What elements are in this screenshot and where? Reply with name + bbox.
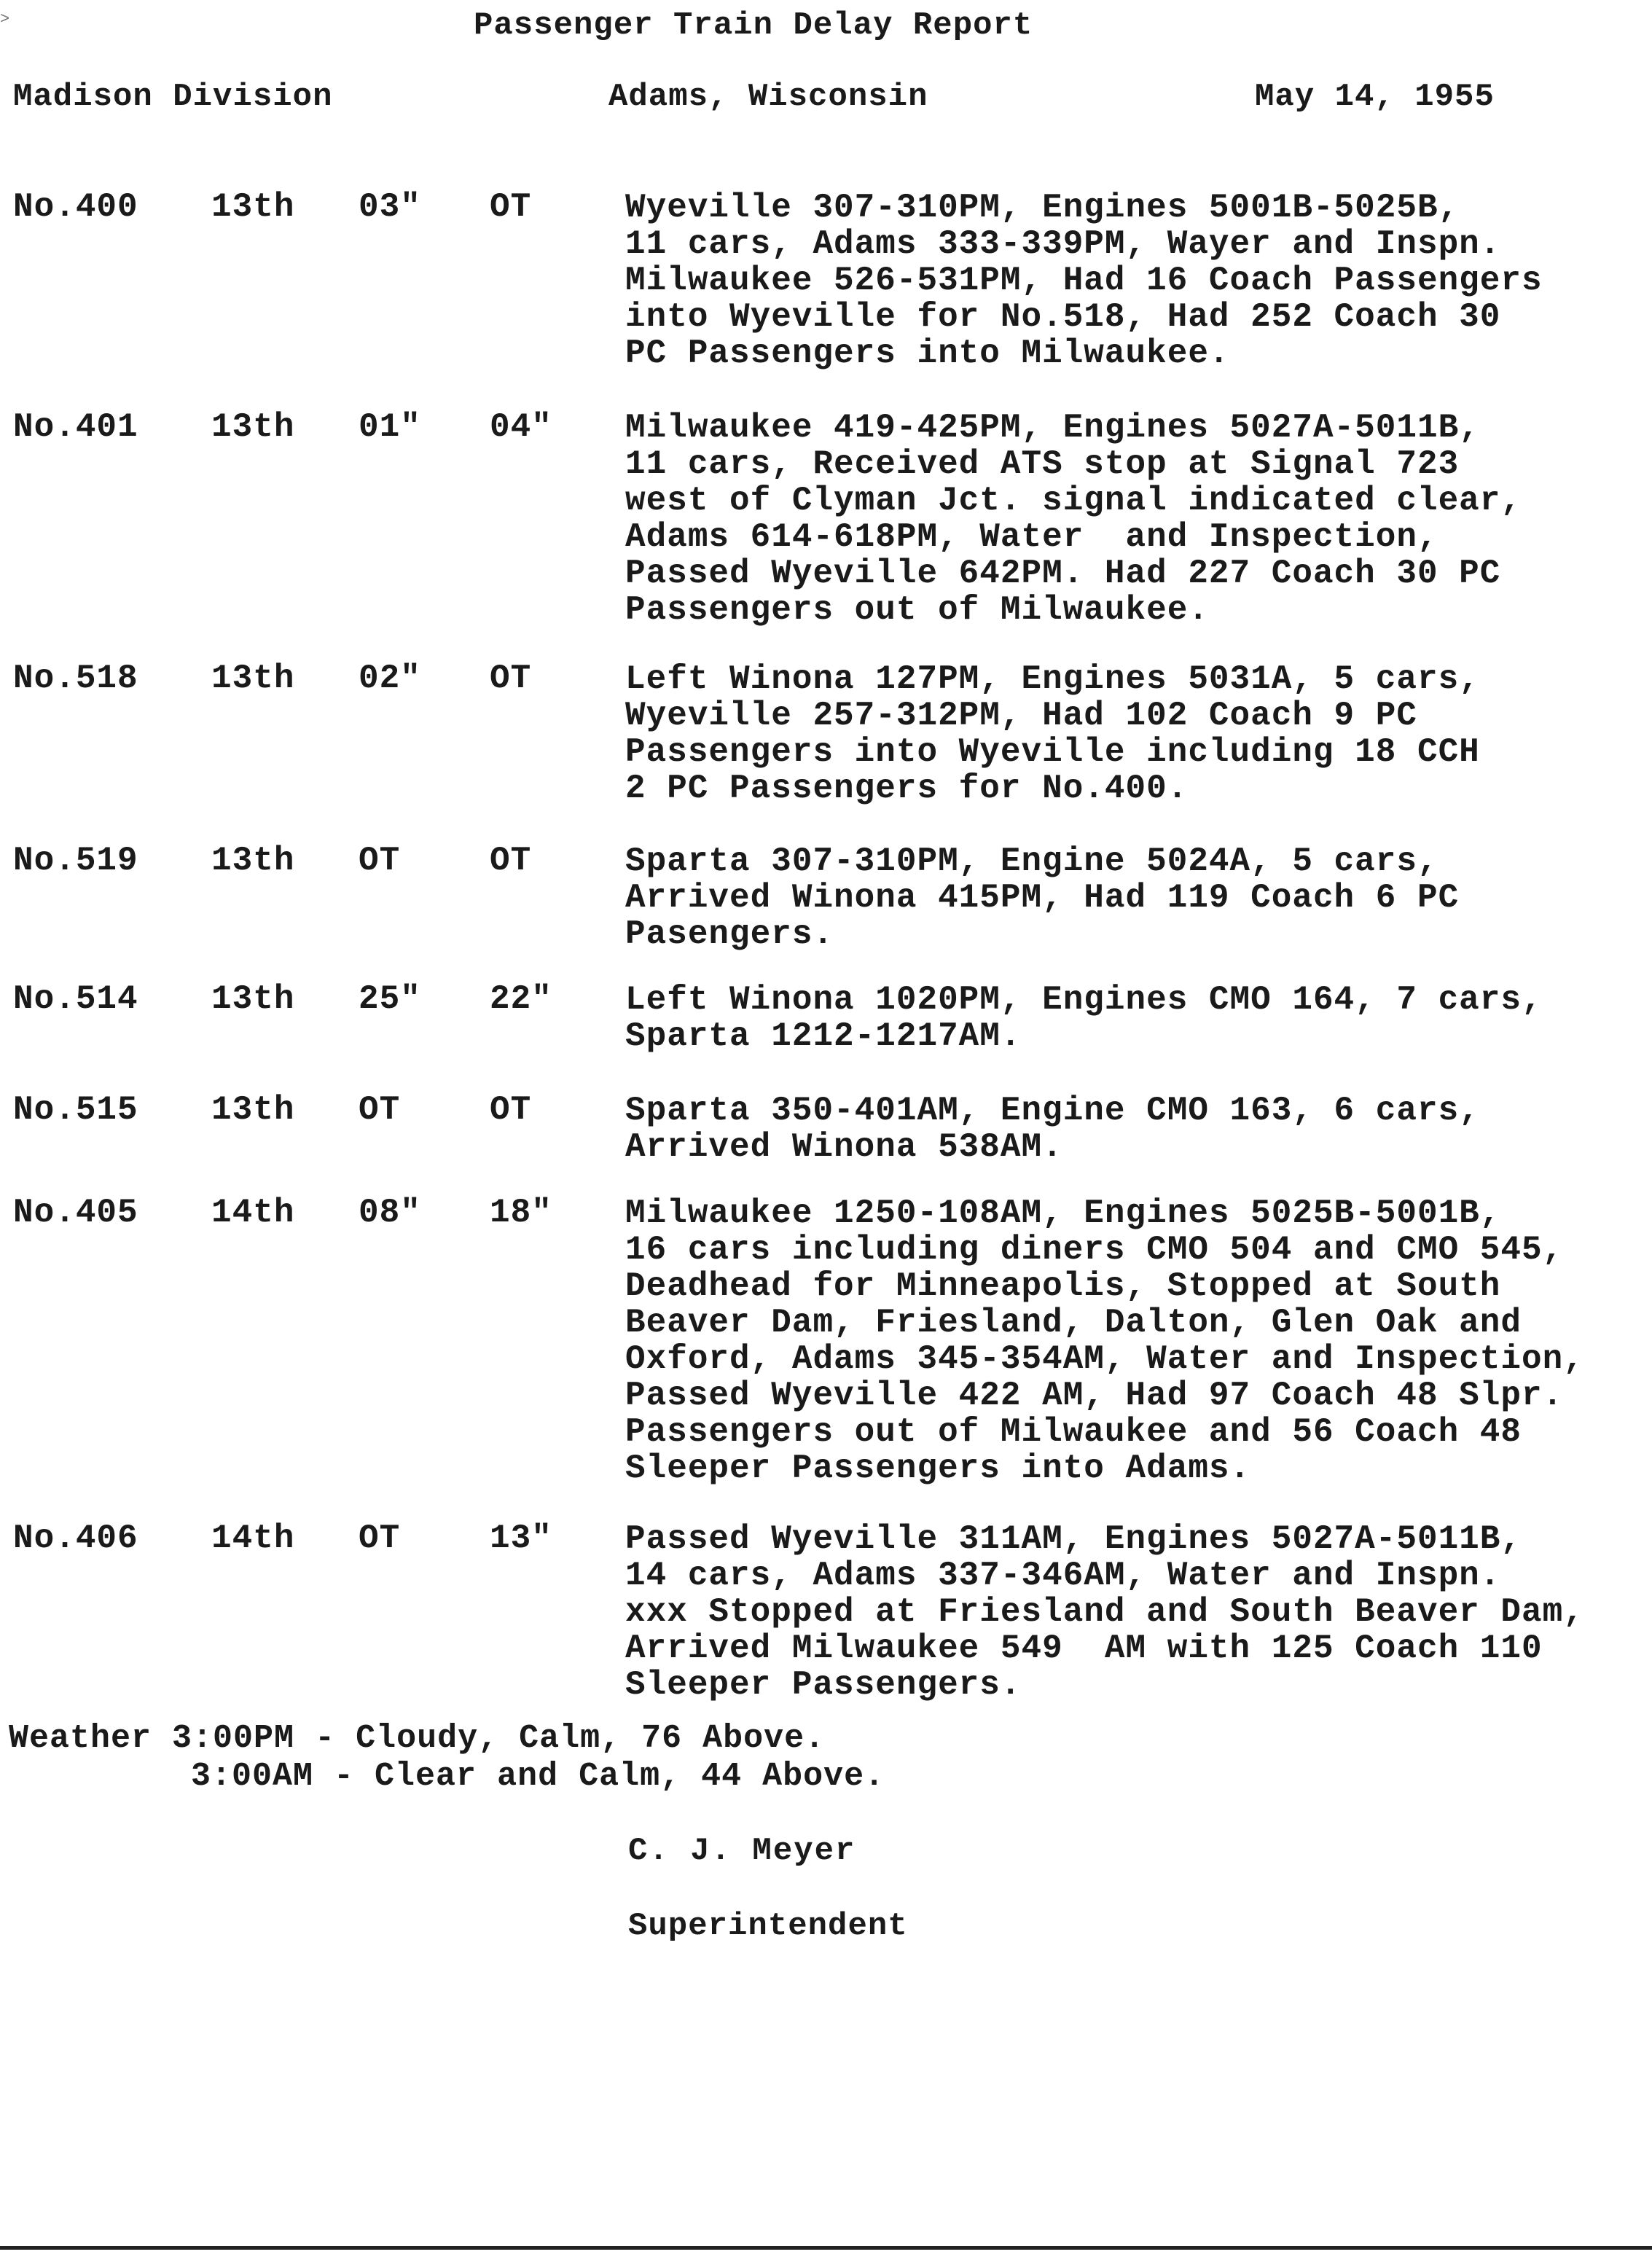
detail-line: Milwaukee 526-531PM, Had 16 Coach Passengers (625, 262, 1543, 300)
delay-departure: 03" (359, 188, 421, 226)
train-day: 13th (211, 842, 295, 880)
train-number: No.406 (13, 1519, 138, 1557)
train-details (625, 1092, 1642, 1165)
detail-line: PC Passengers into Milwaukee. (625, 335, 1230, 372)
train-day: 13th (211, 1091, 295, 1129)
weather-line-1: Weather 3:00PM - Cloudy, Calm, 76 Above. (9, 1720, 826, 1757)
weather-line-2: 3:00AM - Clear and Calm, 44 Above. (191, 1758, 885, 1795)
detail-line: Deadhead for Minneapolis, Stopped at South (625, 1267, 1501, 1305)
detail-line: Oxford, Adams 345-354AM, Water and Inspection, (625, 1340, 1584, 1378)
delay-arrival: 18" (490, 1194, 552, 1232)
margin-mark: > (0, 10, 10, 28)
detail-line: Left Winona 127PM, Engines 5031A, 5 cars, (625, 660, 1480, 698)
delay-departure: OT (359, 1091, 401, 1129)
detail-line: 16 cars including diners CMO 504 and CMO 545, (625, 1231, 1564, 1269)
detail-line: 2 PC Passengers for No.400. (625, 770, 1189, 807)
detail-line: Beaver Dam, Friesland, Dalton, Glen Oak and (625, 1304, 1522, 1342)
train-details (625, 982, 1642, 1055)
train-details (625, 661, 1642, 807)
train-details (625, 189, 1642, 372)
train-day: 13th (211, 660, 295, 697)
detail-line: Passengers out of Milwaukee and 56 Coach 48 (625, 1413, 1522, 1451)
detail-line: Sleeper Passengers. (625, 1666, 1022, 1704)
detail-line: Sparta 350-401AM, Engine CMO 163, 6 cars, (625, 1092, 1480, 1130)
detail-line: Passengers out of Milwaukee. (625, 591, 1209, 629)
detail-line: 11 cars, Received ATS stop at Signal 723 (625, 445, 1460, 483)
train-day: 13th (211, 408, 295, 446)
detail-line: Adams 614-618PM, Water and Inspection, (625, 518, 1438, 556)
train-number: No.405 (13, 1194, 138, 1232)
delay-departure: 08" (359, 1194, 421, 1232)
train-number: No.514 (13, 980, 138, 1018)
signature-title: Superintendent (628, 1908, 908, 1944)
train-number: No.400 (13, 188, 138, 226)
detail-line: Wyeville 307-310PM, Engines 5001B-5025B, (625, 189, 1460, 227)
detail-line: 11 cars, Adams 333-339PM, Wayer and Inspn. (625, 225, 1501, 263)
detail-line: Milwaukee 419-425PM, Engines 5027A-5011B, (625, 409, 1480, 447)
detail-line: Sparta 307-310PM, Engine 5024A, 5 cars, (625, 842, 1438, 880)
delay-arrival: OT (490, 1091, 532, 1129)
detail-line: Wyeville 257-312PM, Had 102 Coach 9 PC (625, 697, 1417, 735)
train-details (625, 1195, 1642, 1487)
detail-line: into Wyeville for No.518, Had 252 Coach 30 (625, 298, 1501, 336)
weather-note (9, 1720, 885, 1796)
train-number: No.515 (13, 1091, 138, 1129)
train-number: No.519 (13, 842, 138, 880)
division-name: Madison Division (13, 79, 333, 115)
train-details (625, 1521, 1642, 1703)
detail-line: Sleeper Passengers into Adams. (625, 1450, 1251, 1487)
delay-departure: 02" (359, 660, 421, 697)
detail-line: Arrived Winona 538AM. (625, 1128, 1063, 1166)
train-day: 13th (211, 980, 295, 1018)
detail-line: 14 cars, Adams 337-346AM, Water and Inspn. (625, 1557, 1501, 1595)
signature-name: C. J. Meyer (628, 1833, 856, 1869)
delay-arrival: OT (490, 660, 532, 697)
delay-arrival: 13" (490, 1519, 552, 1557)
bottom-rule (0, 2246, 1652, 2250)
train-number: No.518 (13, 660, 138, 697)
train-day: 13th (211, 188, 295, 226)
train-details (625, 843, 1642, 952)
report-title: Passenger Train Delay Report (474, 7, 1033, 44)
delay-departure: OT (359, 842, 401, 880)
detail-line: Passengers into Wyeville including 18 CCH (625, 733, 1480, 771)
detail-line: Pasengers. (625, 915, 834, 953)
report-location: Adams, Wisconsin (608, 79, 928, 115)
delay-arrival: 04" (490, 408, 552, 446)
detail-line: Passed Wyeville 311AM, Engines 5027A-5011B, (625, 1520, 1522, 1558)
train-day: 14th (211, 1194, 295, 1232)
delay-departure: 01" (359, 408, 421, 446)
delay-departure: 25" (359, 980, 421, 1018)
delay-arrival: OT (490, 188, 532, 226)
detail-line: Passed Wyeville 422 AM, Had 97 Coach 48 Slpr. (625, 1377, 1564, 1415)
train-day: 14th (211, 1519, 295, 1557)
detail-line: Left Winona 1020PM, Engines CMO 164, 7 cars, (625, 981, 1543, 1019)
train-details (625, 410, 1642, 628)
train-number: No.401 (13, 408, 138, 446)
report-date: May 14, 1955 (1255, 79, 1495, 115)
detail-line: Passed Wyeville 642PM. Had 227 Coach 30 PC (625, 555, 1501, 592)
delay-arrival: OT (490, 842, 532, 880)
delay-departure: OT (359, 1519, 401, 1557)
detail-line: Arrived Winona 415PM, Had 119 Coach 6 PC (625, 879, 1460, 917)
delay-arrival: 22" (490, 980, 552, 1018)
detail-line: Sparta 1212-1217AM. (625, 1017, 1022, 1055)
detail-line: xxx Stopped at Friesland and South Beaver Dam, (625, 1593, 1584, 1631)
detail-line: west of Clyman Jct. signal indicated clear, (625, 482, 1522, 520)
detail-line: Arrived Milwaukee 549 AM with 125 Coach 110 (625, 1630, 1543, 1667)
detail-line: Milwaukee 1250-108AM, Engines 5025B-5001B, (625, 1194, 1501, 1232)
